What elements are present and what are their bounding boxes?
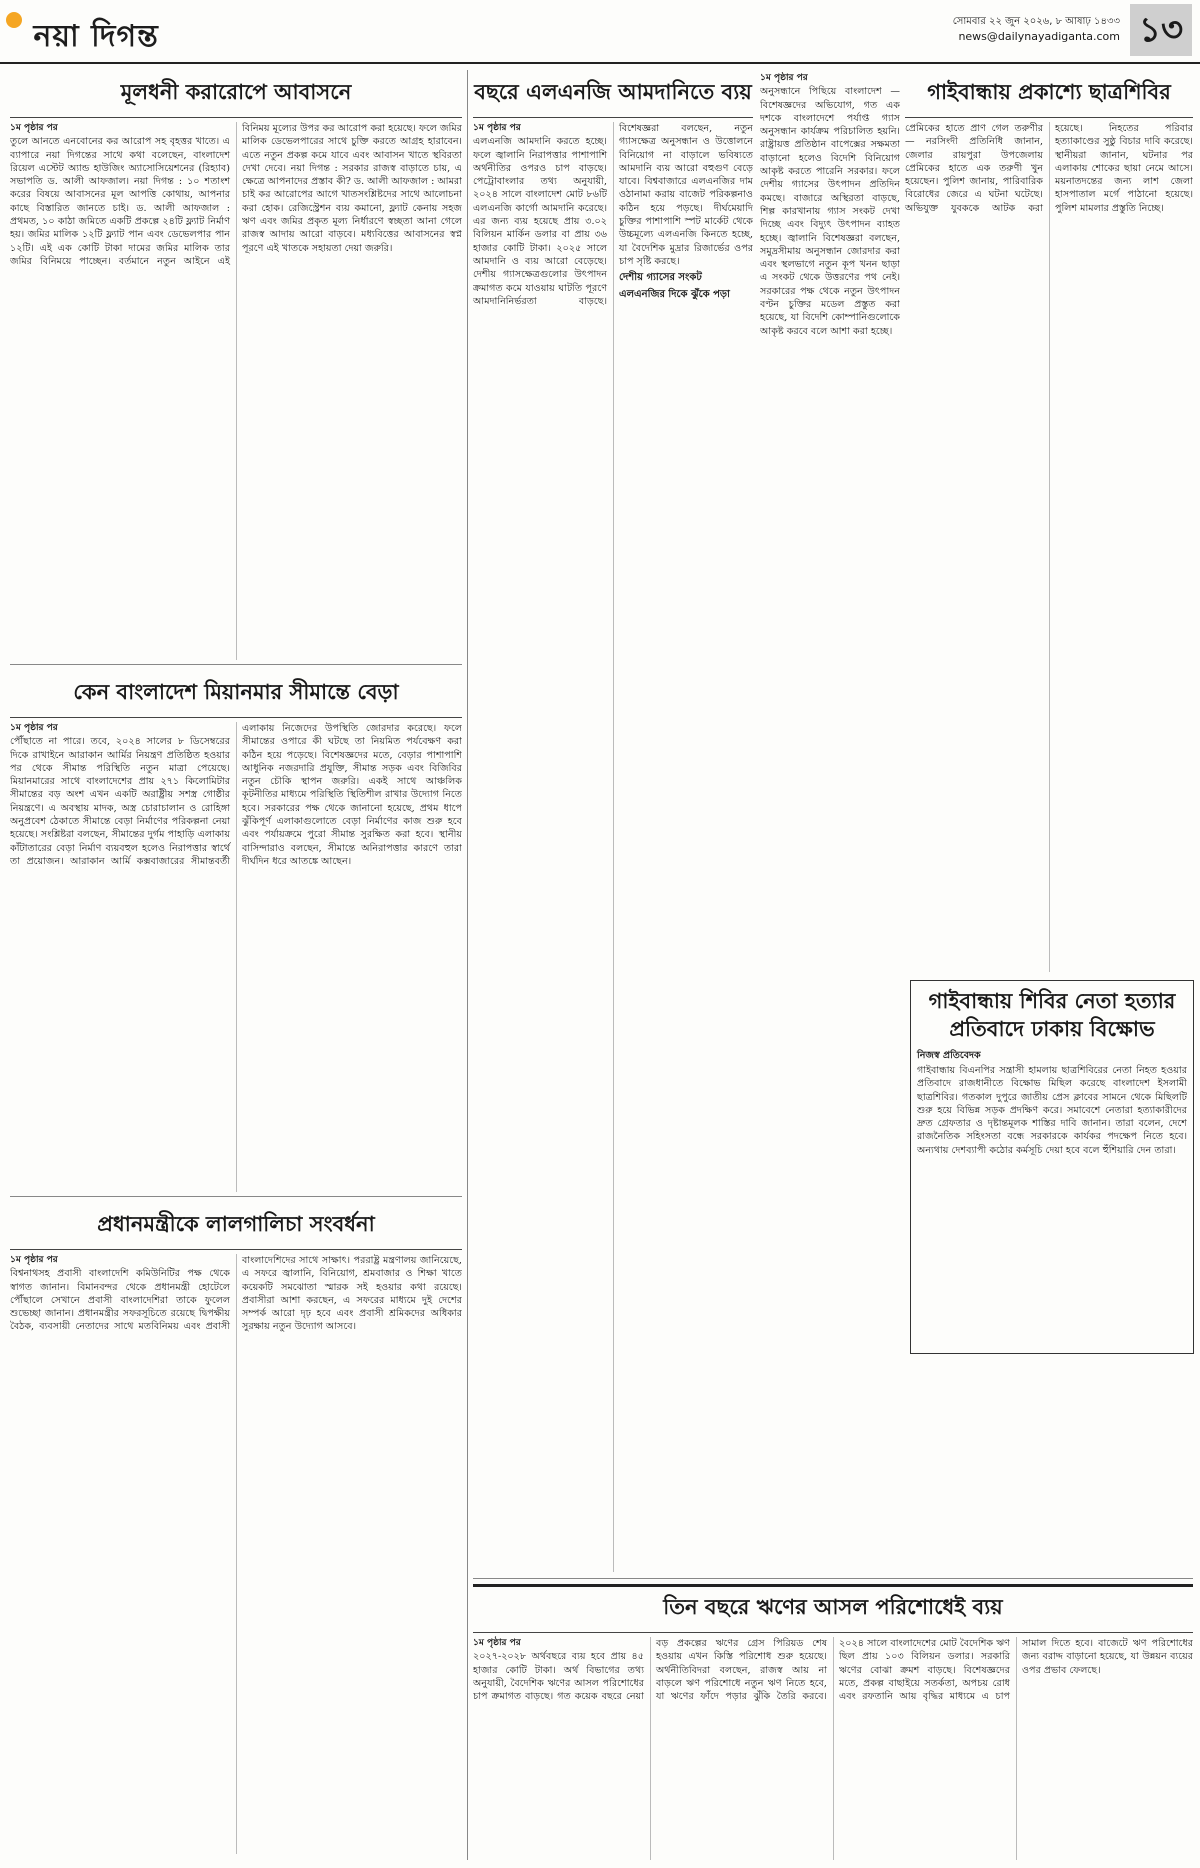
body-text: ২০২৭-২০২৮ অর্থবছরে ব্যয় হবে প্রায় ৪৫ হাজার কোটি টাকা। অর্থ বিভাগের তথ্য অনুযায়ী, বৈদেশিক ঋণের আসল পরিশোধের চাপ ক্রমাগত বাড়ছে। গত কয়েক বছরে নেয়া বড় প্রকল্পের ঋণের গ্রেস পিরিয়ড শেষ হওয়ায় এখন কিস্তি পরিশোধ শুরু হয়েছে। অর্থনীতিবিদরা বলছেন, রাজস্ব আয় না বাড়লে ঋণ পরিশোধে নতুন ঋণ নিতে হবে, যা ঋণের ফাঁদে পড়ার ঝুঁকি তৈরি করবে। ২০২৪ সালে বাংলাদেশের মোট বৈদেশিক ঋণ ছিল প্রায় ১০৩ বিলিয়ন ডলার। সরকারি ঋণের বোঝা ক্রমশ বাড়ছে। বিশেষজ্ঞদের মতে, প্রকল্প বাছাইয়ে সতর্কতা, অপচয় রোধ এবং রফতানি আয় বৃদ্ধির মাধ্যমে এ চাপ সামাল দিতে হবে। বাজেটে ঋণ পরিশোধের জন্য বরাদ্দ বাড়ানো হয়েছে, যা উন্নয়ন ব্যয়ের ওপর প্রভাব ফেলছে। <box>473 1638 1193 1703</box>
headline: গাইবান্ধায় শিবির নেতা হত্যার প্রতিবাদে ঢাকায় বিক্ষোভ <box>928 989 1176 1041</box>
article-body <box>10 122 462 660</box>
byline: নিজস্ব প্রতিবেদক <box>917 1050 981 1061</box>
article-realestate-tax <box>10 72 462 660</box>
article-myanmar-border <box>10 672 462 1192</box>
article-debt-repayment <box>473 1584 1193 1860</box>
article-body <box>10 722 462 1192</box>
article-body <box>905 122 1193 972</box>
article-body <box>473 1637 1193 1860</box>
body-text: বিশ্বনাথসহ প্রবাসী বাংলাদেশি কমিউনিটির পক্ষ থেকে স্বাগত জানান। বিমানবন্দর থেকে প্রধানমন্ত্রী হোটেলে পৌঁছালে সেখানে প্রবাসী বাংলাদেশিরা তাকে ফুলেল শুভেচ্ছা জানান। প্রধানমন্ত্রীর সফরসূচিতে রয়েছে দ্বিপক্ষীয় বৈঠক, ব্যবসায়ী নেতাদের সাথে মতবিনিময় এবং প্রবাসী বাংলাদেশিদের সাথে সাক্ষাৎ। পররাষ্ট্র মন্ত্রণালয় জানিয়েছে, এ সফরে জ্বালানি, বিনিয়োগ, শ্রমবাজার ও শিক্ষা খাতে কয়েকটি সমঝোতা স্মারক সই হওয়ার কথা রয়েছে। প্রবাসীরা আশা করছেন, এ সফরের মাধ্যমে দুই দেশের সম্পর্ক আরো দৃঢ় হবে এবং প্রবাসী শ্রমিকদের অধিকার সুরক্ষায় নতুন উদ্যোগ আসবে। <box>10 1255 462 1333</box>
continuation-label: ১ম পৃষ্ঠার পর <box>10 723 58 733</box>
article-body <box>760 72 900 1562</box>
subheading: এলএনজির দিকে ঝুঁকে পড়া <box>619 288 730 300</box>
headline: প্রধানমন্ত্রীকে লালগালিচা সংবর্ধনা <box>10 1204 462 1250</box>
headline: বছরে এলএনজি আমদানিতে ব্যয় <box>473 72 753 118</box>
article-gas-exploration <box>760 72 900 1572</box>
article-body <box>10 1254 462 1854</box>
subheading: দেশীয় গ্যাসের সংকট <box>619 272 702 284</box>
continuation-label: ১ম পৃষ্ঠার পর <box>473 1638 521 1648</box>
body-text: প্রেমিকের হাতে প্রাণ গেল তরুণীর — নরসিংদী প্রতিনিধি জানান, জেলার রায়পুরা উপজেলায় প্রেমিকের হাতে এক তরুণী খুন হয়েছেন। পুলিশ জানায়, পারিবারিক বিরোধের জেরে এ ঘটনা ঘটেছে। অভিযুক্ত যুবককে আটক করা হয়েছে। নিহতের পরিবার হত্যাকাণ্ডের সুষ্ঠু বিচার দাবি করেছে। স্থানীয়রা জানান, ঘটনার পর এলাকায় শোকের ছায়া নেমে আসে। ময়নাতদন্তের জন্য লাশ জেলা হাসপাতাল মর্গে পাঠানো হয়েছে। পুলিশ মামলার প্রস্তুতি নিচ্ছে। <box>905 123 1193 214</box>
logo-text: নয়া দিগন্ত <box>33 19 159 54</box>
page-number: ১৩ <box>1130 4 1192 56</box>
headline: কেন বাংলাদেশ মিয়ানমার সীমান্তে বেড়া <box>10 672 462 718</box>
article-gaibandha-shibir <box>905 72 1193 972</box>
issue-date: সোমবার ২২ জুন ২০২৬, ৮ আষাঢ় ১৪৩৩ <box>952 16 1120 27</box>
body-text: পৌঁছাতে না পারে। তবে, ২০২৪ সালের ৮ ডিসেম্বরের দিকে রাখাইনে আরাকান আর্মির নিয়ন্ত্রণ প্রতিষ্ঠিত হওয়ার পর থেকে সীমান্ত পরিস্থিতি নতুন মাত্রা পেয়েছে। মিয়ানমারের সাথে বাংলাদেশের প্রায় ২৭১ কিলোমিটার সীমান্তের বড় অংশ এখন একটি অরাষ্ট্রীয় সশস্ত্র গোষ্ঠীর নিয়ন্ত্রণে। এ অবস্থায় মাদক, অস্ত্র চোরাচালান ও রোহিঙ্গা অনুপ্রবেশ ঠেকাতে সীমান্তে বেড়া নির্মাণের পরিকল্পনা নেয়া হয়েছে। সংশ্লিষ্টরা বলছেন, সীমান্তের দুর্গম পাহাড়ি এলাকায় কাঁটাতারের বেড়া নির্মাণ ব্যয়বহুল হলেও নিরাপত্তার স্বার্থে তা প্রয়োজন। আরাকান আর্মি কক্সবাজারের সীমান্তবর্তী এলাকায় নিজেদের উপস্থিতি জোরদার করেছে। ফলে সীমান্তের ওপারে কী ঘটছে তা নিয়মিত পর্যবেক্ষণ করা কঠিন হয়ে পড়েছে। বিশেষজ্ঞদের মতে, বেড়ার পাশাপাশি আধুনিক নজরদারি প্রযুক্তি, সীমান্ত সড়ক এবং বিজিবির নতুন চৌকি স্থাপন জরুরি। একই সাথে আঞ্চলিক কূটনীতির মাধ্যমে পরিস্থিতি স্থিতিশীল রাখার উদ্যোগ নিতে হবে। সরকারের পক্ষ থেকে জানানো হয়েছে, প্রথম ধাপে ঝুঁকিপূর্ণ এলাকাগুলোতে বেড়া নির্মাণের কাজ শুরু হবে এবং পর্যায়ক্রমে পুরো সীমান্ত সুরক্ষিত করা হবে। স্থানীয় বাসিন্দারাও বলছেন, সীমান্তে অনিরাপত্তার কারণে তারা দীর্ঘদিন ধরে আতঙ্কে আছেন। <box>10 723 462 867</box>
body-text: এলএনজি আমদানি করতে হচ্ছে। ফলে জ্বালানি নিরাপত্তার পাশাপাশি অর্থনীতির ওপরও চাপ বাড়ছে। পেট্রোবাংলার তথ্য অনুযায়ী, ২০২৪ সালে বাংলাদেশ মোট ৮৬টি এলএনজি কার্গো আমদানি করেছে। এর জন্য ব্যয় হয়েছে প্রায় ৩.০২ বিলিয়ন মার্কিন ডলার বা প্রায় ৩৬ হাজার কোটি টাকা। ২০২৫ সালে আমদানি ও ব্যয় আরো বেড়েছে। দেশীয় গ্যাসক্ষেত্রগুলোর উৎপাদন ক্রমাগত কমে যাওয়ায় ঘাটতি পূরণে আমদানিনির্ভরতা বাড়ছে। বিশেষজ্ঞরা বলছেন, নতুন গ্যাসক্ষেত্র অনুসন্ধান ও উত্তোলনে বিনিয়োগ না বাড়ালে ভবিষ্যতে আমদানি ব্যয় আরো বহুগুণ বেড়ে যাবে। বিশ্ববাজারে এলএনজির দাম ওঠানামা করায় বাজেট পরিকল্পনাও কঠিন হয়ে পড়ছে। দীর্ঘমেয়াদি চুক্তির পাশাপাশি স্পট মার্কেট থেকে উচ্চমূল্যে এলএনজি কিনতে হচ্ছে, যা বৈদেশিক মুদ্রার রিজার্ভের ওপর চাপ সৃষ্টি করছে। <box>473 123 753 307</box>
divider <box>10 1196 462 1197</box>
masthead <box>0 0 1200 64</box>
article-lng-import <box>473 72 753 1572</box>
article-body <box>473 122 753 1572</box>
body-text: গাইবান্ধায় বিএনপির সন্ত্রাসী হামলায় ছাত্রশিবিরের নেতা নিহত হওয়ার প্রতিবাদে রাজধানীতে বিক্ষোভ মিছিল করেছে বাংলাদেশ ইসলামী ছাত্রশিবির। গতকাল দুপুরে জাতীয় প্রেস ক্লাবের সামনে থেকে মিছিলটি শুরু হয়ে বিভিন্ন সড়ক প্রদক্ষিণ করে। সমাবেশে নেতারা হত্যাকারীদের দ্রুত গ্রেফতার ও দৃষ্টান্তমূলক শাস্তির দাবি জানান। তারা বলেন, দেশে রাজনৈতিক সহিংসতা বন্ধে সরকারকে কার্যকর পদক্ষেপ নিতে হবে। অন্যথায় দেশব্যাপী কঠোর কর্মসূচি দেয়া হবে বলে হুঁশিয়ারি দেন তারা। <box>917 1065 1187 1156</box>
headline: গাইবান্ধায় প্রকাশ্যে ছাত্রশিবির <box>905 72 1193 118</box>
article-dhaka-protest <box>910 980 1194 1354</box>
divider <box>473 1578 1193 1579</box>
continuation-label: ১ম পৃষ্ঠার পর <box>473 123 521 133</box>
article-pm-reception <box>10 1204 462 1860</box>
body-text: তুলে আনতে এনবোনের কর আরোপ সহ বৃহত্তর খাতে। এ ব্যাপারে নয়া দিগন্তের সাথে কথা বলেছেন, বাংলাদেশ রিয়েল এস্টেট অ্যান্ড হাউজিং অ্যাসোসিয়েশনের (রিহ্যাব) সভাপতি ড. আলী আফজাল। নয়া দিগন্ত : ১০ শতাংশ করের বিষয়ে আবাসনের মূল আপত্তি কোথায়, আপনার কাছে বিস্তারিত জানতে চাই। ড. আলী আফজাল : প্রথমত, ১০ কাঠা জমিতে একটি প্রকল্পে ২৪টি ফ্ল্যাট নির্মাণ হয়। জমির মালিক ১২টি ফ্ল্যাট পান এবং ডেভেলপার পান ১২টি। এই এক কোটি টাকা দামের জমির মালিক তার জমির বিনিময়ে পাচ্ছেন। বর্তমানে নতুন আইনে এই বিনিময় মূল্যের উপর কর আরোপ করা হয়েছে। ফলে জমির মালিক ডেভেলপারের সাথে চুক্তি করতে আগ্রহ হারাবেন। এতে নতুন প্রকল্প কমে যাবে এবং আবাসন খাতে স্থবিরতা দেখা দেবে। নয়া দিগন্ত : সরকার রাজস্ব বাড়াতে চায়, এ ক্ষেত্রে আপনাদের প্রস্তাব কী? ড. আলী আফজাল : আমরা চাই কর আরোপের আগে খাতসংশ্লিষ্টদের সাথে আলোচনা করা হোক। রেজিস্ট্রেশন ব্যয় কমানো, ফ্ল্যাট কেনায় সহজ ঋণ এবং জমির প্রকৃত মূল্য নির্ধারণে স্বচ্ছতা আনা গেলে রাজস্ব আদায় আরো বাড়বে। মধ্যবিত্তের আবাসনের স্বপ্ন পূরণে এই খাতকে সহায়তা দেয়া জরুরি। <box>10 123 462 267</box>
continuation-label: ১ম পৃষ্ঠার পর <box>760 73 808 83</box>
logo-sun-icon <box>6 12 22 28</box>
body-text: অনুসন্ধানে পিছিয়ে বাংলাদেশ — বিশেষজ্ঞদের অভিযোগ, গত এক দশকে বাংলাদেশে পর্যাপ্ত গ্যাস অনুসন্ধান কার্যক্রম পরিচালিত হয়নি। রাষ্ট্রায়ত্ত প্রতিষ্ঠান বাপেক্সের সক্ষমতা বাড়ানো হলেও বিদেশি বিনিয়োগ আকৃষ্ট করতে পারেনি সরকার। ফলে দেশীয় গ্যাসের উৎপাদন প্রতিদিন কমছে। বাজারে অস্থিরতা বাড়ছে, শিল্প কারখানায় গ্যাস সংকট দেখা দিচ্ছে এবং বিদ্যুৎ উৎপাদন ব্যাহত হচ্ছে। জ্বালানি বিশেষজ্ঞরা বলছেন, সমুদ্রসীমায় অনুসন্ধান জোরদার করা এবং স্থলভাগে নতুন কূপ খনন ছাড়া এ সংকট থেকে উত্তরণের পথ নেই। সরকারের পক্ষ থেকে নতুন উৎপাদন বণ্টন চুক্তির মডেল প্রস্তুত করা হয়েছে, যা বিদেশি কোম্পানিগুলোকে আকৃষ্ট করবে বলে আশা করা হচ্ছে। <box>760 86 900 337</box>
headline: তিন বছরে ঋণের আসল পরিশোধেই ব্যয় <box>473 1584 1193 1633</box>
headline: মূলধনী করারোপে আবাসনে <box>10 72 462 118</box>
contact-email[interactable]: news@dailynayadiganta.com <box>958 30 1120 43</box>
article-body <box>917 1064 1187 1294</box>
continuation-label: ১ম পৃষ্ঠার পর <box>10 123 58 133</box>
continuation-label: ১ম পৃষ্ঠার পর <box>10 1255 58 1265</box>
divider <box>10 664 462 665</box>
column-divider <box>467 70 468 1860</box>
newspaper-logo[interactable] <box>10 12 159 63</box>
